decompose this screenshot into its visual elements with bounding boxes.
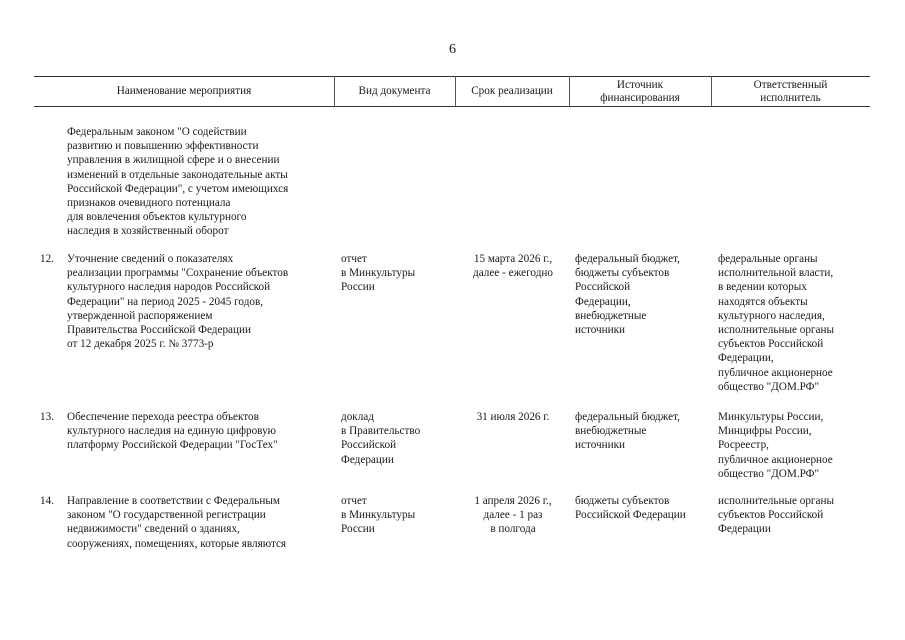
row-source: федеральный бюджет, внебюджетные источники (575, 411, 680, 452)
row-name: Уточнение сведений о показателях реализации программы "Сохранение объектов культурного наследия народов Российской Федерации" на период 2025 - 2045 годов, утвержденной распоряжением Правительства Российской Федерации от 12 декабря 2025 г. № 3773-р (67, 253, 289, 351)
row-responsible: Минкультуры России, Минцифры России, Росреестр, публичное акционерное общество "ДОМ.РФ" (718, 411, 833, 480)
row-name: Обеспечение перехода реестра объектов культурного наследия на единую цифровую платформу Российской Федерации "ГосТех" (67, 411, 278, 452)
row-number: 14. (40, 495, 54, 507)
row-responsible: исполнительные органы субъектов Российской Федерации (718, 495, 834, 536)
row-doc-type: отчет в Минкультуры России (341, 253, 416, 294)
table-header-top-rule (34, 76, 870, 77)
row-source: бюджеты субъектов Российской Федерации (575, 495, 686, 522)
row-number: 13. (40, 411, 54, 423)
header-name: Наименование мероприятия (116, 85, 252, 97)
header-source: Источник финансирования (600, 78, 680, 104)
row-term: 31 июля 2026 г. (476, 411, 550, 423)
row-term: 1 апреля 2026 г., далее - 1 раз в полгода (474, 495, 552, 536)
header-doc: Вид документа (358, 85, 431, 97)
row-name: Направление в соответствии с Федеральным законом "О государственной регистрации недвижимости" сведений о зданиях, сооружениях, помещениях, которые являются (67, 495, 287, 550)
header-responsible: Ответственный исполнитель (753, 78, 828, 104)
row-responsible: федеральные органы исполнительной власти, в ведении которых находятся объекты культурного наследия, исполнительные органы субъектов Российской Федерации, публичное акционерное общество "ДОМ.РФ" (718, 253, 834, 393)
row-doc-type: доклад в Правительство Российской Федерации (341, 411, 421, 466)
table-header-bottom-rule (34, 106, 870, 107)
row-source: федеральный бюджет, бюджеты субъектов Российской Федерации, внебюджетные источники (575, 253, 680, 337)
header-term: Срок реализации (471, 85, 553, 97)
row-term: 15 марта 2026 г., далее - ежегодно (473, 253, 553, 280)
page-number: 6 (449, 42, 456, 57)
continuation-text: Федеральным законом "О содействии развитию и повышению эффективности управления в жилищной сфере и о внесении изменений в отдельные законодательные акты Российской Федерации", с учетом имеющихся признаков очевидного потенциала для вовлечения объектов культурного наследия в хозяйственный оборот (67, 126, 289, 238)
row-doc-type: отчет в Минкультуры России (341, 495, 416, 536)
row-number: 12. (40, 253, 54, 265)
